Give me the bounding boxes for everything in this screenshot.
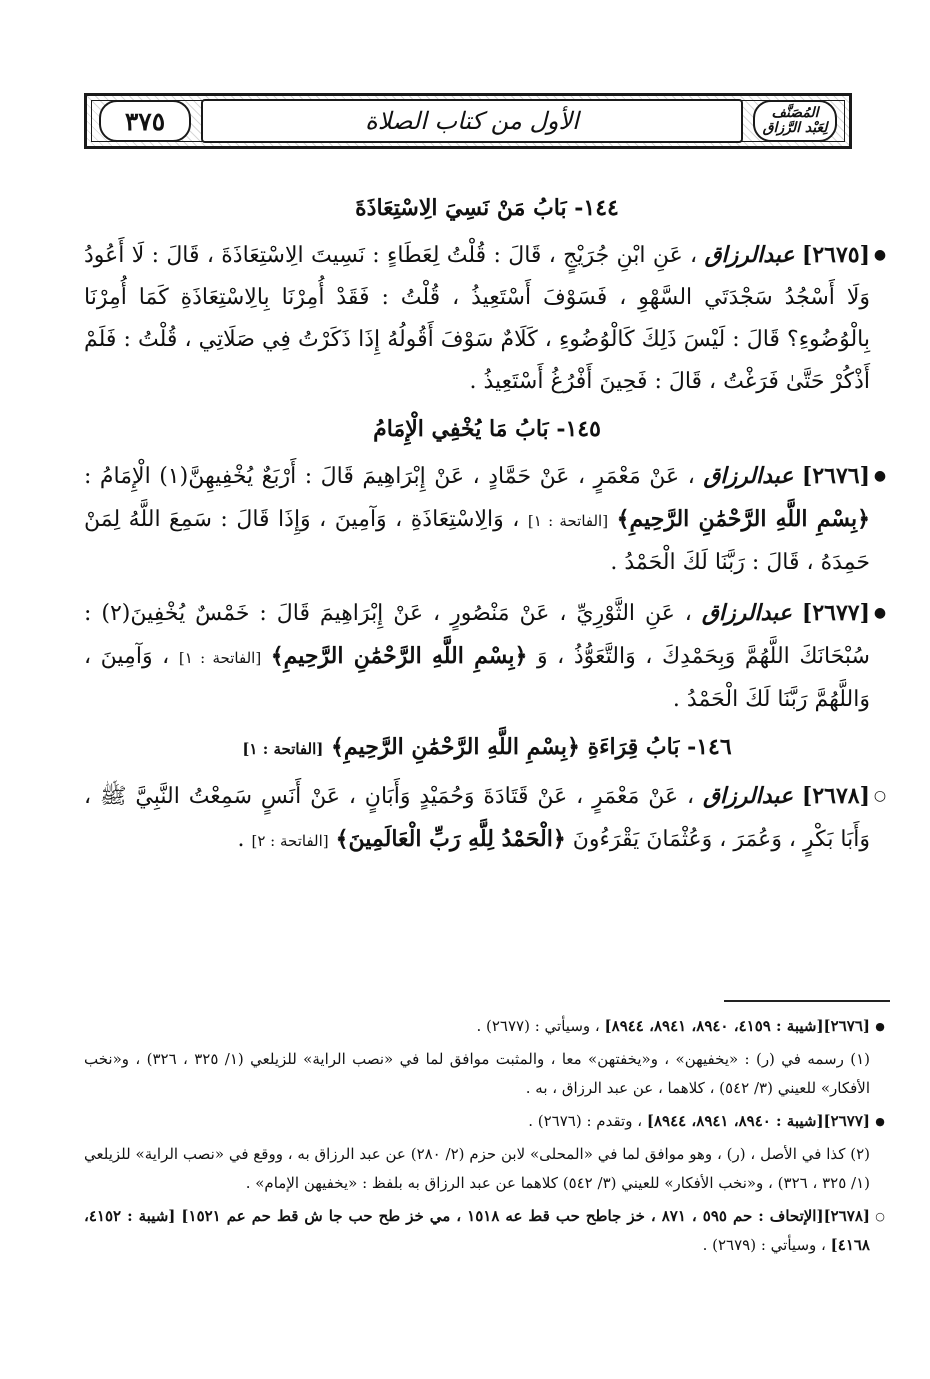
hadith-2675 [84, 234, 890, 403]
footnote-marker: ● [875, 1020, 885, 1033]
hadith-marker: ● [873, 468, 887, 484]
quran-verse: ﴿بِسْمِ اللَّهِ الرَّحْمَٰنِ الرَّحِيمِ﴾ [616, 506, 870, 532]
hadith-text [84, 234, 870, 403]
quran-verse: ﴿بِسْمِ اللَّهِ الرَّحْمَٰنِ الرَّحِيمِ﴾ [270, 643, 528, 669]
hadith-marker: ○ [873, 788, 887, 804]
book-logo [753, 100, 837, 142]
footnote-marker: ● [875, 1115, 885, 1128]
hadith-body-before: ، عَنْ مَعْمَرٍ ، عَنْ حَمَّادٍ ، عَنْ إِبْرَاهِيمَ قَالَ : أَرْبَعٌ يُخْفِيهِنَّ(١) الْإِمَامُ : [84, 464, 695, 489]
hadith-marker: ● [873, 605, 887, 621]
running-title: الأول من كتاب الصلاة [201, 99, 743, 143]
hadith-body-before: ، عَنِ الثَّوْرِيِّ ، عَنْ مَنْصُورٍ ، عَنْ إِبْرَاهِيمَ قَالَ : خَمْسٌ يُخْفِينَ(٢) : سُبْحَانَكَ اللَّهُمَّ وَبِحَمْدِكَ ، وَالتَّعَوُّذُ ، وَ [84, 601, 870, 669]
quran-verse: ﴿الْحَمْدُ لِلَّهِ رَبِّ الْعَالَمِينَ﴾ [335, 826, 566, 852]
footnote-text [84, 1012, 870, 1041]
hadith-text [84, 592, 870, 721]
footnote-reference: [٢٦٧٨][الإتحاف : حم ٥٩٥ ، ٨٧١ ، خز جاطح حب قط عه ١٥١٨ ، مي خز طح حب جا ش قط حم عم ١٥٢١] [شيبة : ٤١٥٢، ٤١٦٨] [84, 1207, 871, 1254]
footnote-text [84, 1107, 870, 1136]
footnote-text [84, 1202, 870, 1260]
chapter-title-146 [84, 729, 890, 767]
footnote-2677-sources [84, 1107, 890, 1136]
footnote-marker: ○ [875, 1210, 885, 1223]
hadith-2678 [84, 775, 890, 862]
verse-reference: [الفاتحة : ١] [527, 512, 609, 530]
narrator-name: عبدالرزاق [703, 463, 794, 489]
footnotes [84, 1012, 890, 1264]
logo-line-2: لِعَبْد الرَّزاق [762, 120, 828, 136]
hadith-number: [٢٦٧٨] [801, 783, 871, 809]
hadith-number: [٢٦٧٦] [801, 463, 871, 489]
hadith-2677 [84, 592, 890, 721]
hadith-text [84, 775, 870, 862]
quran-verse: ﴿بِسْمِ اللَّهِ الرَّحْمَٰنِ الرَّحِيمِ﴾ [331, 734, 580, 760]
main-text [84, 190, 890, 870]
footnote-body: ، وتقدم : (٢٦٧٦) . [528, 1112, 643, 1130]
narrator-name: عبدالرزاق [702, 783, 794, 809]
footnote-2 [84, 1140, 890, 1198]
chapter-title-144: ١٤٤- بَابُ مَنْ نَسِيَ الِاسْتِعَاذَةَ [355, 195, 619, 221]
hadith-marker: ● [873, 247, 887, 263]
footnote-body: ، وسيأتي : (٢٦٧٩) . [702, 1236, 826, 1254]
narrator-name: عبدالرزاق [704, 242, 795, 268]
footnote-2678-sources [84, 1202, 890, 1260]
footnote-reference: [٢٦٧٦][شيبة : ٤١٥٩، ٨٩٤٠، ٨٩٤١، ٨٩٤٤] [604, 1017, 870, 1035]
hadith-body-before: ، عَنْ مَعْمَرٍ ، عَنْ قَتَادَةَ وَحُمَيْدٍ وَأَبَانٍ ، عَنْ أَنَسٍ سَمِعْتُ النَّبِيَّ ﷺ ، وَأَبَا بَكْرٍ ، وَعُمَرَ ، وَعُثْمَانَ يَقْرَءُونَ [84, 784, 870, 852]
hadith-body-after: ، وَآمِينَ ، وَاللَّهُمَّ رَبَّنَا لَكَ الْحَمْدُ . [84, 644, 870, 712]
hadith-body-after: ، وَالِاسْتِعَاذَةِ ، وَآمِينَ ، وَإِذَا قَالَ : سَمِعَ اللَّهُ لِمَنْ حَمِدَهُ ، قَالَ : رَبَّنَا لَكَ الْحَمْدُ . [84, 507, 870, 575]
hadith-text [84, 455, 870, 584]
footnote-body: ، وسيأتي : (٢٦٧٧) . [476, 1017, 600, 1035]
hadith-number: [٢٦٧٥] [801, 242, 870, 268]
footnote-reference: [٢٦٧٧][شيبة : ٨٩٤٠، ٨٩٤١، ٨٩٤٤] [646, 1112, 870, 1130]
hadith-number: [٢٦٧٧] [801, 600, 870, 626]
footnote-text [84, 1045, 870, 1103]
footnote-text [84, 1140, 870, 1198]
verse-reference: [الفاتحة : ١] [178, 649, 262, 667]
verse-reference: [الفاتحة : ٢] [251, 832, 329, 850]
hadith-body: ، عَنِ ابْنِ جُرَيْجٍ ، قَالَ : قُلْتُ لِعَطَاءٍ : نَسِيتَ الِاسْتِعَاذَةَ ، قَالَ : لَا أَعُودُ وَلَا أَسْجُدُ سَجْدَتَي السَّهْوِ ، فَسَوْفَ أَسْتَعِيذُ ، قُلْتُ : فَقَدْ أُمِرْنَا بِالِاسْتِعَاذَةِ كَمَا أُمِرْنَا بِالْوُضُوءِ؟ قَالَ : لَيْسَ ذَلِكَ كَالْوُضُوءِ ، كَلَامٌ سَوْفَ أَقُولُهُ إِذَا ذَكَرْتُ فِي صَلَاتِي ، قُلْتُ : فَلَمْ أَذْكُرْ حَتَّىٰ فَرَغْتُ ، قَالَ : فَحِينَ أَفْرُغُ أَسْتَعِيذُ . [84, 243, 870, 394]
hadith-2676 [84, 455, 890, 584]
narrator-name: عبدالرزاق [701, 600, 792, 626]
page-number: ٣٧٥ [99, 100, 191, 142]
page-header [84, 93, 852, 149]
chapter-title-text: ١٤٦- بَابُ قِرَاءَةِ [587, 734, 732, 760]
footnote-2676-sources [84, 1012, 890, 1041]
footnote-1 [84, 1045, 890, 1103]
footnote-body: (٢) كذا في الأصل ، (ر) ، وهو موافق لما في «المحلى» لابن حزم (٢/ ٢٨٠) عن عبد الرزاق به ، ووقع في «نصب الراية» للزيلعي (١/ ٣٢٥ ، ٣٢٦) ، و«نخب الأفكار» للعيني (٣/ ٥٤٢) كلاهما عن عبد الرزاق به بلفظ : «يخفيهن الإمام» . [84, 1145, 870, 1192]
hadith-body-after: . [237, 827, 245, 852]
footnote-separator [724, 1000, 890, 1002]
chapter-title-145: ١٤٥- بَابُ مَا يُخْفِي الْإِمَامُ [373, 416, 601, 442]
logo-line-1: المُصَنَّف [771, 104, 819, 121]
verse-reference: [الفاتحة : ١] [242, 740, 324, 758]
footnote-body: (١) رسمه في (ر) : «يخفيهن» ، و«يخفتهن» معا ، والمثبت موافق لما في «نصب الراية» للزيلعي (١/ ٣٢٥ ، ٣٢٦) ، و«نخب الأفكار» للعيني (٣/ ٥٤٢) ، كلاهما ، عن عبد الرزاق ، به . [84, 1050, 870, 1097]
